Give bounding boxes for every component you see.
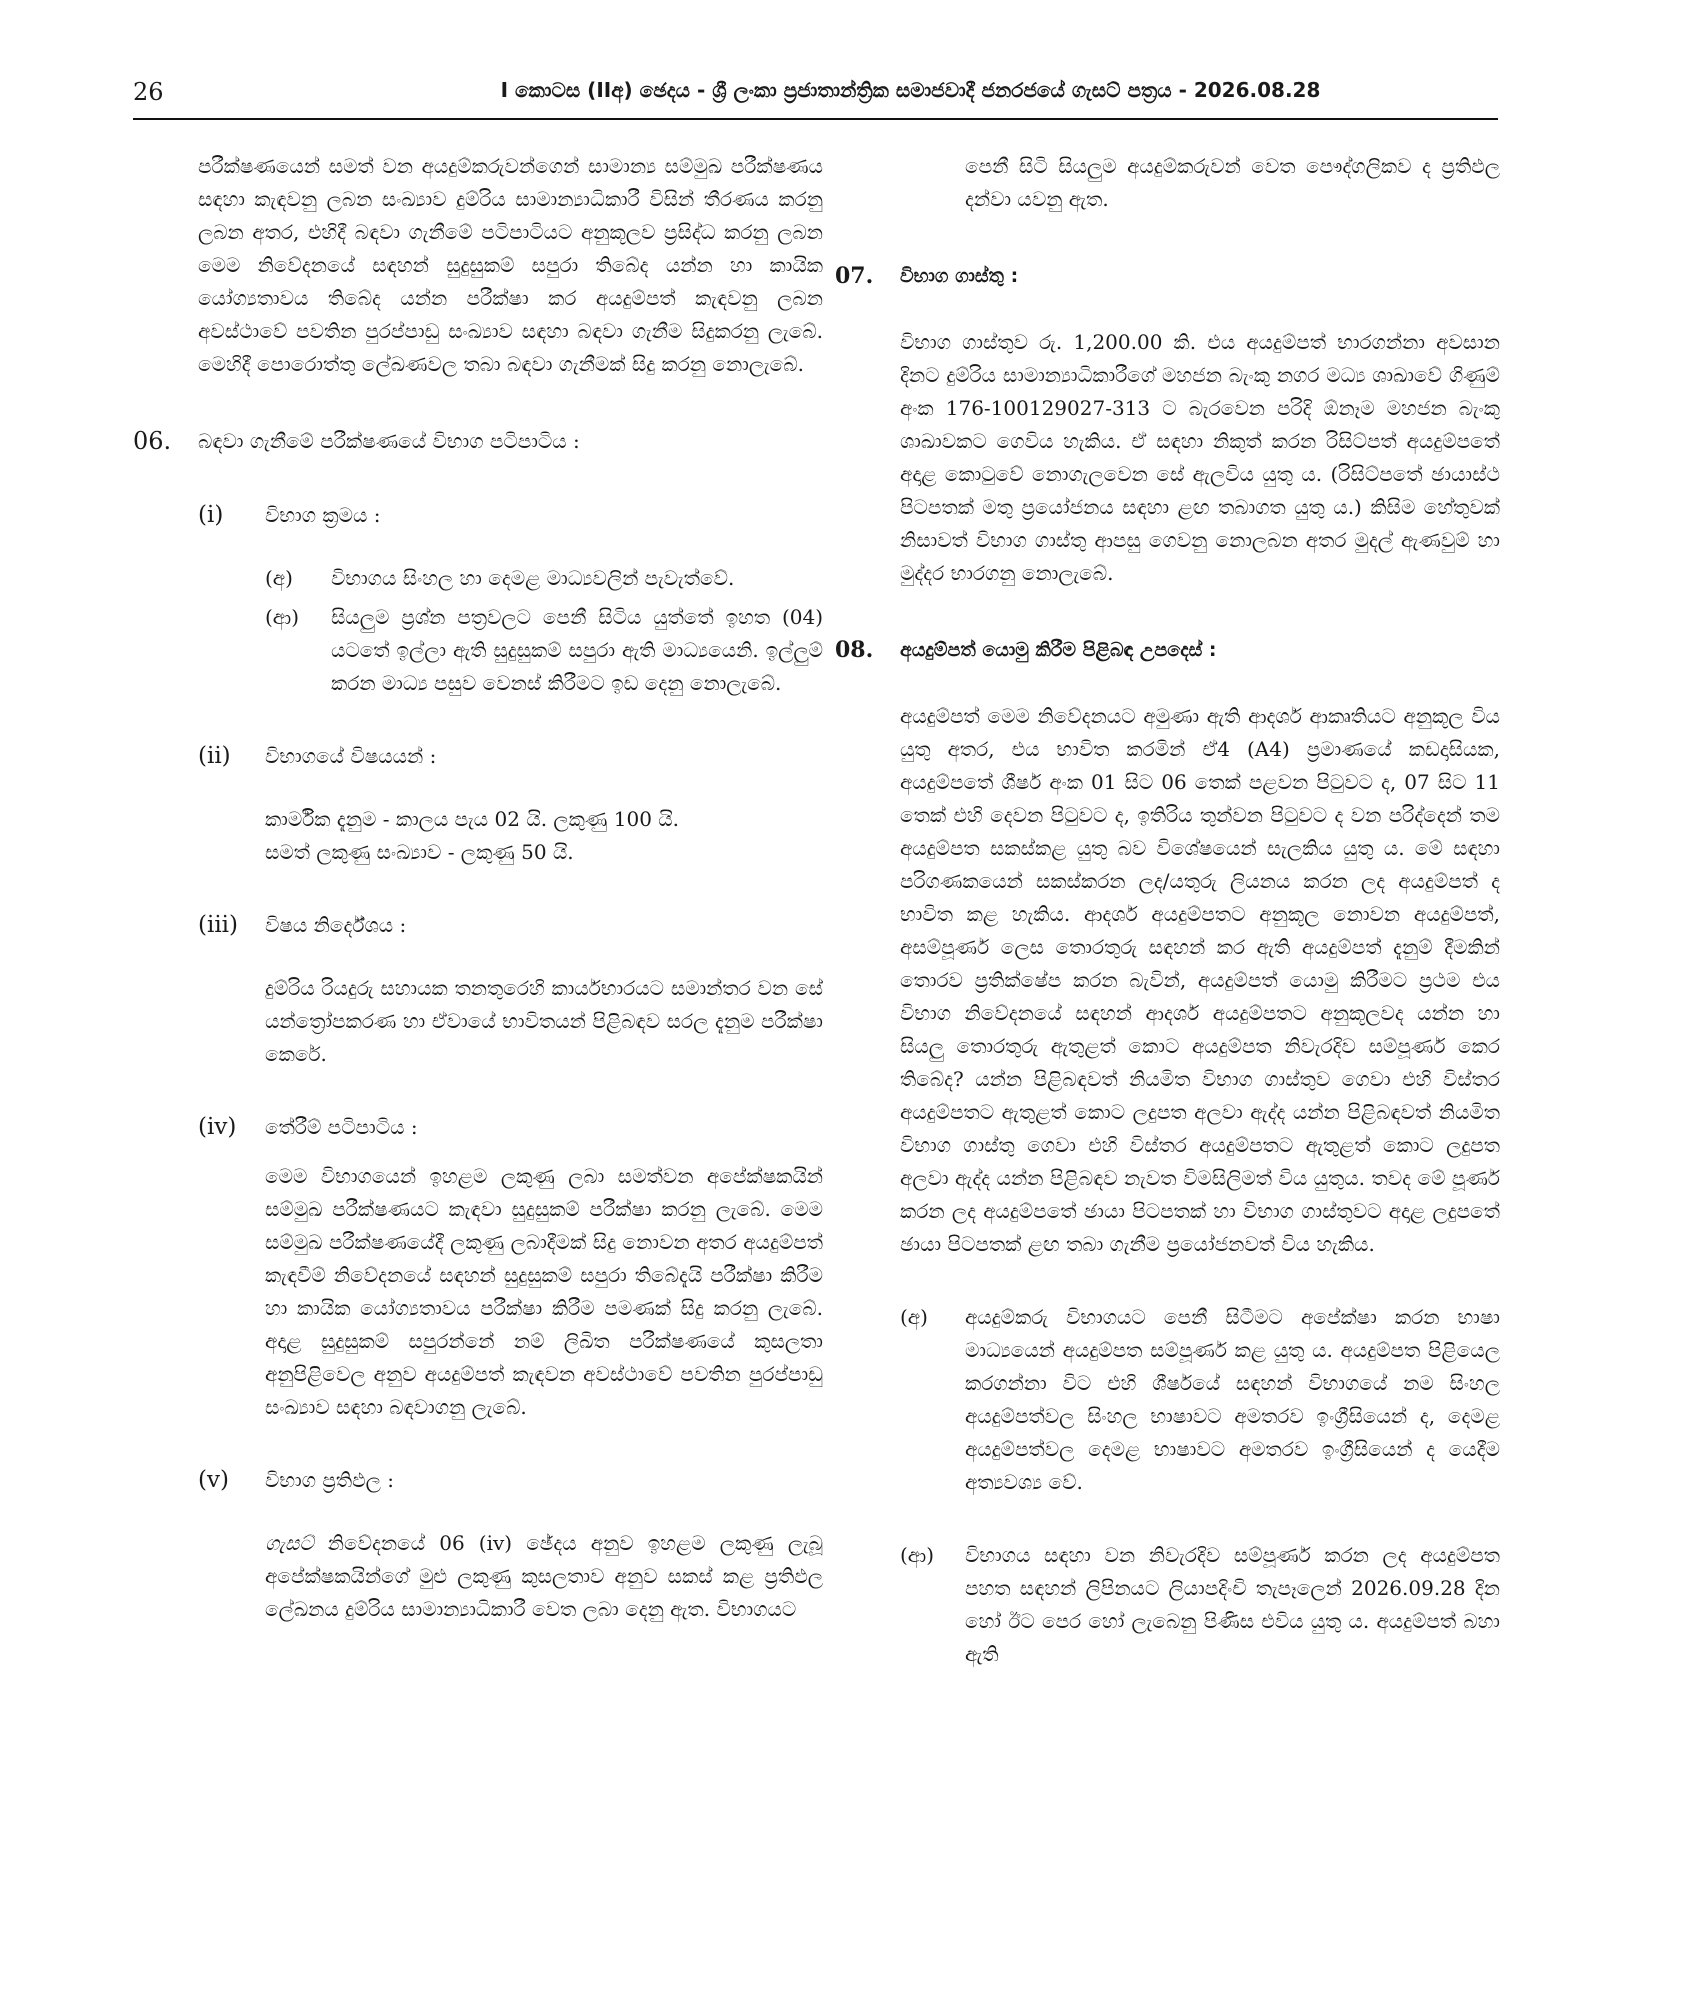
page-header	[133, 78, 1498, 120]
list-marker: (අ)	[900, 1305, 928, 1329]
syllabus-paragraph: දුම්රිය රියදුරු සහායක තනතුරෙහි කාර්යභාරයට සමාන්තර වන සේ යන්ත්‍රෝපකරණ හා ඒවායේ භාවිතයන් පිළිබඳව සරල දැනුම පරීක්ෂා කෙරේ.	[265, 976, 823, 1066]
pass-mark-line: සමත් ලකුණු සංඛ්‍යාව - ලකුණු 50 යි.	[265, 840, 574, 864]
section-title: විභාග ගාස්තු :	[900, 265, 1019, 287]
subsection-title: විභාග ප්‍රතිඵල :	[265, 1468, 395, 1492]
section-number: 07.	[835, 263, 874, 289]
list-item	[835, 1539, 1500, 1671]
list-item	[265, 562, 823, 595]
left-column	[133, 150, 823, 1626]
instructions-paragraph: අයදුම්පත් මෙම නිවේදනයට අමුණා ඇති ආදර්ශ ආකෘතියට අනුකූල විය යුතු අතර, එය භාවිත කරමින් ඒ4 (A4) ප්‍රමාණයේ කඩදාසියක, අයදුම්පතේ ශීර්ෂ අංක 01 සිට 06 තෙක් පළවන පිටුවට ද, 07 සිට 11 තෙක් එහි දෙවන පිටුවට ද, ඉතිරිය තුන්වන පිටුවට ද වන පරිද්දෙන් තම අයදුම්පත සකස්කළ යුතු බව විශේෂයෙන් සැලකිය යුතු ය. මේ සඳහා පරිගණකයෙන් සකස්කරන ලද/යතුරු ලියනය කරන ලද අයදුම්පත් ද භාවිත කළ හැකිය. ආදර්ශ අයදුම්පතට අනුකූල නොවන අයදුම්පත්, අසම්පූර්ණ ලෙස තොරතුරු සඳහන් කර ඇති අයදුම්පත් දැනුම් දීමකින් තොරව ප්‍රතික්ෂේප කරන බැවින්, අයදුම්පත් යොමු කිරීමට ප්‍රථම එය විභාග නිවේදනයේ සඳහන් ආදර්ශ අයදුම්පතට අනුකූලවද යන්න හා සියලු තොරතුරු ඇතුළත් කොට අයදුම්පත නිවැරදිව සම්පූර්ණ කෙර තිබේද? යන්න පිළිබඳවත් නියමිත විභාග ගාස්තුව ගෙවා එහි විස්තර අයදුම්පතට ඇතුළත් කොට ලදුපත අලවා ඇද්ද යන්න පිළිබඳවත් නියමිත විභාග ගාස්තු ගෙවා එහි විස්තර අයදුම්පතට ඇතුළත් කොට ලදුපත අලවා ඇද්ද යන්න පිළිබඳව නැවත විමසිලිමත් විය යුතුය. තවද මේ පූර්ණ කරන ලද අයදුම්පතේ ඡායා පිටපතක් හා විභාග ගාස්තුවට අදාළ ලදුපතේ ඡායා පිටපතක් ළඟ තබා ගැනීම ප්‍රයෝජනවත් විය හැකිය.	[900, 704, 1500, 1256]
page-number: 26	[133, 78, 164, 106]
list-item	[835, 1301, 1500, 1499]
list-marker: (අ)	[265, 566, 293, 590]
list-marker: (ආ)	[900, 1543, 935, 1567]
subsection-number: (ii)	[198, 743, 231, 769]
selection-paragraph: මෙම විභාගයෙන් ඉහළම ලකුණු ලබා සමත්වන අපේක්ෂකයින් සම්මුඛ පරීක්ෂණයට කැඳවා සුදුසුකම් පරීක්ෂා කරනු ලැබේ. මෙම සම්මුඛ පරීක්ෂණයේදී ලකුණු ලබාදීමක් සිදු නොවන අතර අයදුම්පත් කැඳවීම් නිවේදනයේ සඳහන් සුදුසුකම් සපුරා තිබේදැයි පරීක්ෂා කිරීම හා කායික යෝග්‍යතාවය පරීක්ෂා කිරීම පමණක් සිදු කරනු ලැබේ. අදාළ සුදුසුකම් සපුරන්නේ නම් ලිඛිත පරීක්ෂණයේ කුසලතා අනුපිළිවෙල අනුව අයදුම්පත් කැඳවන අවස්ථාවේ පවතින පුරප්පාඩු සංඛ්‍යාව සඳහා බඳවාගනු ලැබේ.	[265, 1164, 823, 1419]
subsection-title: විෂය නිර්දේශය :	[265, 913, 407, 937]
list-text: විභාගය සිංහල හා දෙමළ මාධ්‍යවලින් පැවැත්වේ.	[331, 566, 735, 590]
subsection-number: (v)	[198, 1467, 229, 1493]
running-title: I කොටස (IIඅ) ඡෙදය - ශ්‍රී ලංකා ප්‍රජාතාන්ත්‍රික සමාජවාදී ජනරජයේ ගැසට් පත්‍රය - 2026.08.28	[500, 78, 1321, 102]
list-text: අයදුම්කරු විභාගයට පෙනී සිටීමට අපේක්ෂා කරන භාෂා මාධ්‍යයෙන් අයදුම්පත සම්පූර්ණ කළ යුතු ය. අයදුම්පත පිළියෙල කරගන්නා විට එහි ශීර්ෂයේ සඳහන් විභාගයේ නම සිංහල අයදුම්පත්වල සිංහල භාෂාවට අමතරව ඉංග්‍රීසියෙන් ද, දෙමළ අයදුම්පත්වල දෙමළ භාෂාවට අමතරව ඉංග්‍රීසියෙන් ද යෙදීම අත්‍යවශ්‍ය වේ.	[965, 1305, 1500, 1494]
subsection-iv	[133, 1111, 823, 1144]
subsection-ii	[133, 740, 823, 773]
subsection-v	[133, 1464, 823, 1497]
list-text: විභාගය සඳහා වන නිවැරදිව සම්පූර්ණ කරන ලද අයදුම්පත පහත සඳහන් ලිපිනයට ලියාපදිංචි තැපෑලෙන් 2026.09.28 දින හෝ ඊට පෙර හෝ ලැබෙනු පිණිස එවිය යුතු ය. අයදුම්පත් බහා ඇති	[965, 1543, 1500, 1666]
section-06	[133, 425, 823, 459]
italic-word: ගැසට්	[265, 1531, 314, 1555]
section-title: අයදුම්පත් යොමු කිරීම පිළිබඳ උපදෙස් :	[900, 639, 1217, 661]
subsection-title: විභාග ක්‍රමය :	[265, 503, 381, 527]
section-title: බඳවා ගැනීමේ පරීක්ෂණයේ විභාග පටිපාටිය :	[198, 429, 580, 453]
subsection-iii	[133, 909, 823, 942]
section-number: 08.	[835, 637, 874, 663]
subsection-i	[133, 499, 823, 532]
section-08	[835, 634, 1500, 668]
intro-paragraph: පරීක්ෂණයෙන් සමත් වන අයදුම්කරුවන්ගෙන් සාමාන්‍ය සම්මුඛ පරීක්ෂණය සඳහා කැඳවනු ලබන සංඛ්‍යාව දුම්රිය සාමාන්‍යාධිකාරී විසින් තීරණය කරනු ලබන අතර, එහිදී බඳවා ගැනීමේ පටිපාටියට අනුකූලව ප්‍රසිද්ධ කරනු ලබන මෙම නිවේදනයේ සඳහන් සුදුසුකම් සපුරා තිබේද යන්න හා කායික යෝග්‍යතාවය තිබේද යන්න පරීක්ෂා කර අයදුම්පත් කැඳවනු ලබන අවස්ථාවේ පවතින පුරප්පාඩු සංඛ්‍යාව සඳහා බඳවා ගැනීම සිදුකරනු ලැබේ. මෙහිදී පොරොත්තු ලේඛණවල තබා බඳවා ගැනීමක් සිදු කරනු නොලැබේ.	[198, 154, 823, 376]
continuation-paragraph: පෙනී සිටි සියලුම අයදුම්කරුවන් වෙත පෞද්ගලිකව ද ප්‍රතිඵල දන්වා යවනු ඇත.	[965, 154, 1500, 211]
subjects-block	[265, 803, 823, 869]
results-paragraph	[265, 1527, 823, 1626]
list-text: සියලුම ප්‍රශ්න පත්‍රවලට පෙනී සිටිය යුත්තේ ඉහත (04) යටතේ ඉල්ලා ඇති සුදුසුකම් සපුරා ඇති මාධ්‍යයෙනි. ඉල්ලුම් කරන මාධ්‍ය පසුව වෙනස් කිරීමට ඉඩ දෙනු නොලැබේ.	[331, 605, 823, 695]
fee-paragraph: විභාග ගාස්තුව රු. 1,200.00 කි. එය අයදුම්පත් භාරගන්නා අවසාන දිනට දුම්රිය සාමාන්‍යාධිකාරීගේ මහජන බැංකු නගර මධ්‍ය ශාඛාවේ ගිණුම් අංක 176-100129027-313 ට බැරවෙන පරිදි ඕනෑම මහජන බැංකු ශාඛාවකට ගෙවිය හැකිය. ඒ සඳහා නිකුත් කරන රිසිට්පත් අයදුම්පතේ අදාළ කොටුවේ නොගැලවෙන සේ ඇලවිය යුතු ය. (රිසිට්පතේ ඡායාස්ථ පිටපතක් මතු ප්‍රයෝජනය සඳහා ළඟ තබාගත යුතු ය.) කිසිම හේතුවක් නිසාවත් විභාග ගාස්තු ආපසු ගෙවනු නොලබන අතර මුදල් ඇණවුම් හා මුද්දර භාරගනු නොලැබේ.	[900, 330, 1500, 585]
section-number: 06.	[133, 427, 172, 455]
list-marker: (ආ)	[265, 605, 300, 629]
subsection-number: (i)	[198, 502, 224, 528]
subsection-title: තේරීම් පටිපාටිය :	[265, 1115, 418, 1139]
subsection-number: (iv)	[198, 1114, 237, 1140]
results-text: නිවේදනයේ 06 (iv) ඡේදය අනුව ඉහළම ලකුණු ලැබූ අපේක්ෂකයින්ගේ මුළු ලකුණු කුසලතාව අනුව සකස් කළ ප්‍රතිඵල ලේඛනය දුම්රිය සාමාන්‍යාධිකාරී වෙත ලබා දෙනු ඇත. විභාගයට	[265, 1531, 823, 1621]
right-column	[835, 150, 1500, 1671]
subject-line: කාර්මික දැනුම - කාලය පැය 02 යි. ලකුණු 100 යි.	[265, 807, 680, 831]
list-item	[265, 601, 823, 700]
subsection-number: (iii)	[198, 912, 239, 938]
section-07	[835, 260, 1500, 294]
subsection-title: විභාගයේ විෂයයන් :	[265, 744, 437, 768]
